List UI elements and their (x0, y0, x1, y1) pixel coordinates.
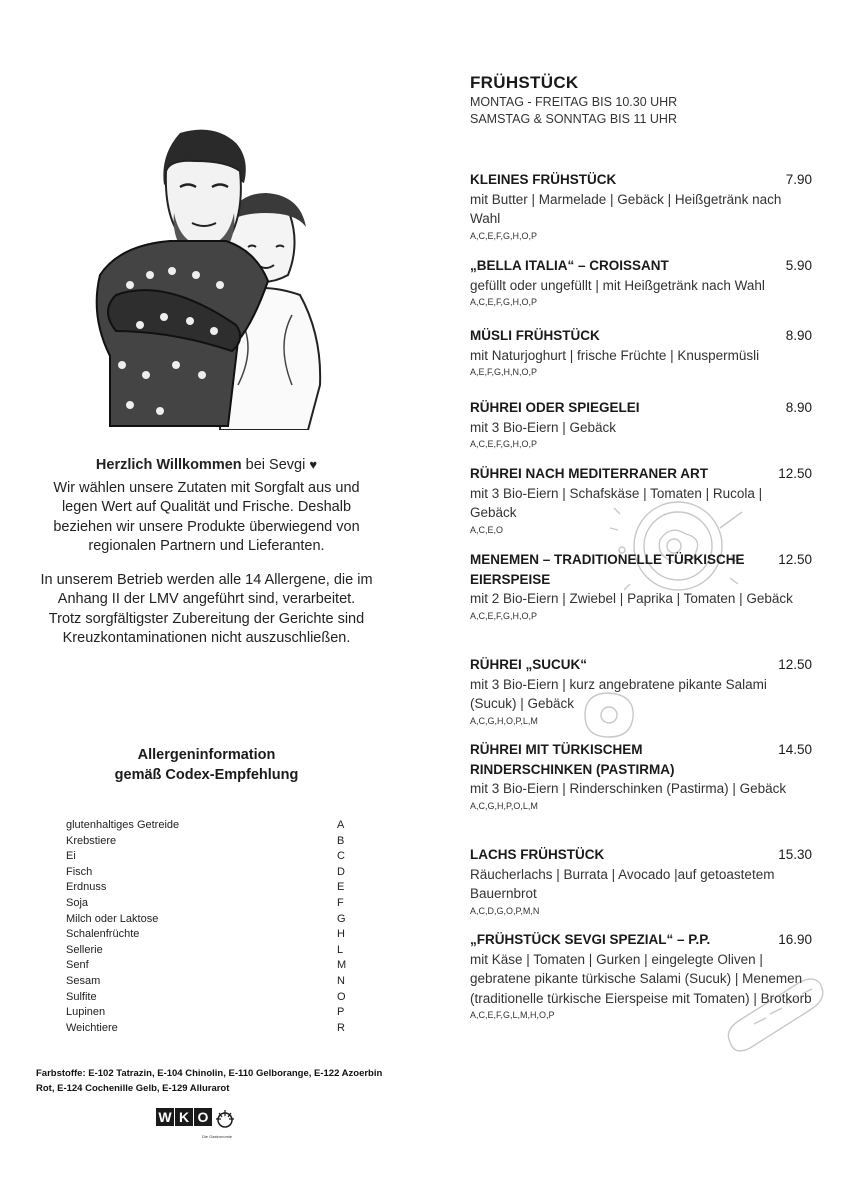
menu-item-header (470, 845, 812, 865)
allergen-name: Erdnuss (66, 881, 107, 894)
allergen-code: M (337, 959, 347, 972)
menu-item-price: 15.30 (778, 847, 812, 862)
wko-letter-o: O (194, 1108, 212, 1126)
allergen-row (66, 990, 351, 1006)
allergen-name: Krebstiere (66, 834, 117, 847)
menu-hours-weekend: SAMSTAG & SONNTAG BIS 11 UHR (470, 112, 677, 126)
menu-item-description: mit 3 Bio-Eiern | Schafskäse | Tomaten | Rucola | Gebäck (470, 485, 763, 520)
allergen-code: D (337, 865, 345, 878)
allergen-code: C (337, 850, 345, 863)
menu-item-price: 8.90 (785, 328, 812, 343)
menu-item-price: 8.90 (785, 400, 812, 415)
welcome-paragraph-2: In unserem Betrieb werden alle 14 Allergene, die im Anhang II der LMV angeführt sind, verarbeitet. Trotz sorgfältigster Zubereitung der Gerichte sind Kreuzkontaminationen nicht auszuschließen. (40, 571, 373, 646)
menu-item-allergens: A,C,E,O (470, 524, 504, 535)
menu-item-allergens: A,C,E,F,G,H,O,P (470, 439, 538, 449)
allergen-title-line2: gemäß Codex-Empfehlung (114, 766, 299, 783)
menu-item (470, 930, 812, 1021)
farbstoffe-note: Farbstoffe: E-102 Tatrazin, E-104 Chinolin, E-110 Gelborange, E-122 Azoerbin Rot, E-124 Cochenille Gelb, E-129 Allurarot (36, 1068, 383, 1094)
wko-letter-k: K (175, 1108, 193, 1126)
allergen-title-line1: Allergeninformation (137, 747, 276, 763)
menu-item-allergens: A,C,E,F,G,H,O,P (470, 297, 538, 307)
welcome-heading-bold: Herzlich Willkommen (95, 457, 242, 473)
menu-item-description: mit 3 Bio-Eiern | Gebäck (470, 419, 617, 435)
menu-item-allergens: A,C,E,F,G,H,O,P (470, 610, 538, 621)
menu-item-header (470, 256, 812, 276)
menu-item-description: mit Butter | Marmelade | Gebäck | Heißgetränk nach Wahl (470, 191, 782, 226)
welcome-section (40, 455, 373, 649)
allergen-code: R (337, 1021, 345, 1034)
allergen-code: E (337, 881, 345, 894)
menu-item-name: „FRÜHSTÜCK SEVGI SPEZIAL“ – P.P. (470, 932, 711, 947)
allergen-name: Soja (66, 896, 89, 909)
menu-item-price: 7.90 (785, 172, 812, 187)
welcome-heading (40, 455, 373, 476)
menu-item-description: gefüllt oder ungefüllt | mit Heißgetränk nach Wahl (470, 277, 765, 293)
allergen-name: Schalenfrüchte (66, 928, 140, 941)
allergen-row (66, 1005, 351, 1021)
menu-item-name: MENEMEN – TRADITIONELLE TÜRKISCHE EIERSPEISE (470, 552, 745, 587)
wko-sun-icon (215, 1108, 235, 1128)
menu-hours-weekday: MONTAG - FREITAG BIS 10.30 UHR (470, 95, 678, 109)
allergen-row (66, 943, 351, 959)
menu-item-header (470, 170, 812, 190)
allergen-row (66, 849, 351, 865)
menu-item (470, 550, 812, 622)
allergen-code: A (337, 819, 345, 831)
allergen-code: H (337, 928, 345, 941)
allergen-name: Fisch (66, 865, 93, 878)
menu-item-name: „BELLA ITALIA“ – CROISSANT (470, 258, 669, 273)
wko-logo (156, 1108, 235, 1139)
allergen-row (66, 958, 351, 974)
menu-item-description: mit Käse | Tomaten | Gurken | eingelegte Oliven | gebratene pikante türkische Salami (Sucuk) | Menemen (traditionelle türkische Eierspeise mit Tomaten) | Brotkorb (470, 951, 812, 1006)
menu-item-header (470, 930, 812, 950)
menu-item-allergens: A,C,G,H,O,P,L,M (470, 715, 538, 726)
menu-item-header (470, 326, 812, 346)
menu-item-description: mit 3 Bio-Eiern | kurz angebratene pikante Salami (Sucuk) | Gebäck (470, 676, 767, 711)
menu-item-description: mit 3 Bio-Eiern | Rinderschinken (Pastirma) | Gebäck (470, 781, 787, 796)
allergen-row (66, 974, 351, 990)
menu-item (470, 740, 812, 812)
menu-item (470, 256, 812, 308)
allergen-name: Milch oder Laktose (66, 912, 159, 925)
menu-item-allergens: A,C,E,F,G,L,M,H,O,P (470, 1010, 555, 1020)
menu-item-header (470, 740, 812, 779)
allergen-name: Ei (66, 850, 76, 863)
menu-item-header (470, 655, 812, 675)
allergen-code: N (337, 974, 345, 987)
menu-item-name: RÜHREI MIT TÜRKISCHEM RINDERSCHINKEN (PASTIRMA) (470, 742, 675, 777)
allergen-title (80, 746, 333, 785)
menu-item-price: 5.90 (785, 258, 812, 273)
allergen-row (66, 880, 351, 896)
menu-item-price: 16.90 (778, 932, 812, 947)
menu-item-price: 12.50 (778, 657, 812, 672)
allergen-row (66, 912, 351, 928)
allergen-name: glutenhaltiges Getreide (66, 819, 180, 831)
menu-item-description: Räucherlachs | Burrata | Avocado |auf getoastetem Bauernbrot (470, 866, 775, 901)
menu-item-allergens: A,C,E,F,G,H,O,P (470, 230, 538, 241)
menu-item-allergens: A,C,D,G,O,P,M,N (470, 905, 540, 916)
allergen-name: Lupinen (66, 1006, 106, 1019)
allergen-code: O (337, 990, 346, 1003)
allergen-name: Senf (66, 959, 89, 972)
menu-item (470, 655, 812, 727)
chef-couple-illustration (80, 125, 330, 430)
menu-item-header (470, 550, 812, 589)
menu-item-description: mit 2 Bio-Eiern | Zwiebel | Paprika | Tomaten | Gebäck (470, 591, 793, 606)
menu-item-name: RÜHREI NACH MEDITERRANER ART (470, 466, 708, 481)
menu-item-name: LACHS FRÜHSTÜCK (470, 847, 605, 862)
allergen-code: G (337, 912, 346, 925)
menu-item-header (470, 398, 812, 418)
menu-item-description: mit Naturjoghurt | frische Früchte | Knuspermüsli (470, 347, 760, 363)
menu-title: FRÜHSTÜCK (470, 73, 579, 92)
allergen-name: Weichtiere (66, 1021, 118, 1034)
menu-item (470, 845, 812, 917)
allergen-row (66, 865, 351, 881)
allergen-code: B (337, 834, 345, 847)
allergen-row (66, 834, 351, 850)
menu-item (470, 398, 812, 450)
menu-item-price: 12.50 (778, 466, 812, 481)
allergen-code: L (337, 943, 344, 956)
menu-item-allergens: A,C,G,H,P,O,L,M (470, 800, 538, 811)
menu-item-name: MÜSLI FRÜHSTÜCK (470, 328, 600, 343)
menu-header (470, 72, 677, 128)
heart-icon: ♥ (309, 457, 318, 472)
allergen-name: Sellerie (66, 943, 103, 956)
welcome-heading-rest: bei Sevgi (241, 457, 306, 473)
allergen-row (66, 818, 351, 834)
menu-item-allergens: A,E,F,G,H,N,O,P (470, 367, 538, 377)
menu-item-name: RÜHREI ODER SPIEGELEI (470, 400, 640, 415)
menu-item-header (470, 464, 812, 484)
welcome-paragraph-1: Wir wählen unsere Zutaten mit Sorgfalt aus und legen Wert auf Qualität und Frische. Deshalb beziehen wir unsere Produkte überwiegend von regionalen Partnern und Lieferanten. (53, 479, 360, 554)
menu-item (470, 464, 812, 536)
allergen-code: F (337, 896, 344, 909)
menu-item-price: 14.50 (778, 742, 812, 757)
menu-item (470, 326, 812, 378)
allergen-name: Sulfite (66, 990, 97, 1003)
allergen-code: P (337, 1006, 345, 1019)
allergen-row (66, 896, 351, 912)
allergen-list (66, 818, 351, 1036)
menu-item-name: RÜHREI „SUCUK“ (470, 657, 588, 672)
menu-item-price: 12.50 (778, 552, 812, 567)
menu-item (470, 170, 812, 242)
allergen-row (66, 927, 351, 943)
wko-subtitle: Die Gastronomie (202, 1134, 233, 1139)
allergen-row (66, 1021, 351, 1037)
menu-item-name: KLEINES FRÜHSTÜCK (470, 172, 617, 187)
wko-letter-w: W (156, 1108, 174, 1126)
allergen-name: Sesam (66, 974, 101, 987)
